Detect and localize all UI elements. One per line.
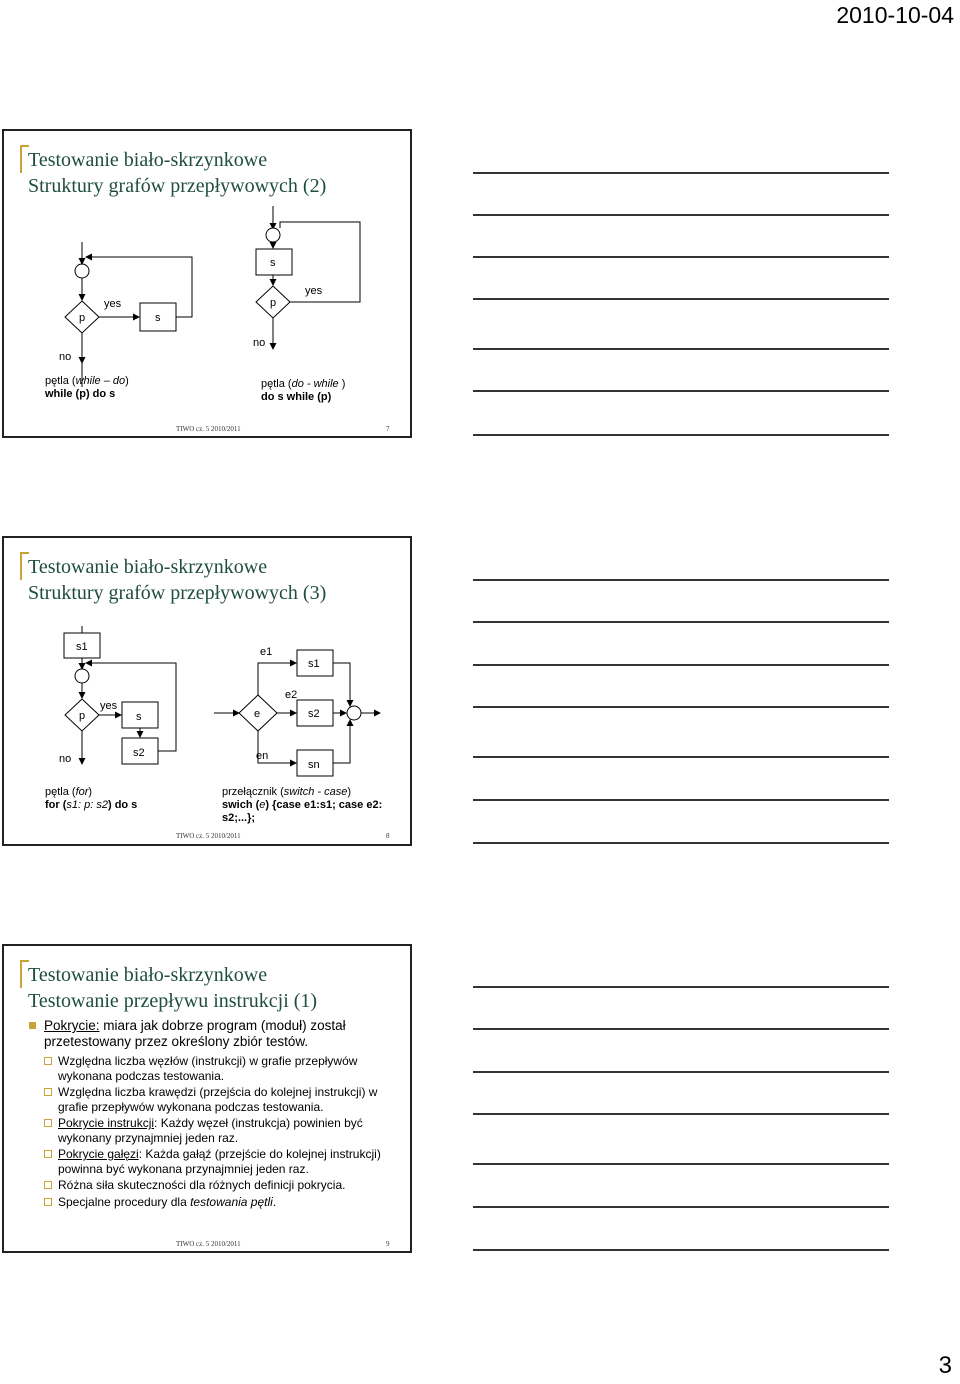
note-line bbox=[473, 1071, 889, 1073]
sub-bullet: Różna siła skuteczności dla różnych definicji pokrycia. bbox=[28, 1178, 400, 1193]
edge bbox=[333, 663, 350, 706]
note-line bbox=[473, 986, 889, 988]
footer-number: 8 bbox=[386, 832, 390, 840]
slide-content bbox=[28, 1018, 400, 1211]
sub-bullet: Względna liczba węzłów (instrukcji) w grafie przepływów wykonana podczas testowania. bbox=[28, 1054, 400, 1083]
note-line bbox=[473, 799, 889, 801]
edge bbox=[333, 720, 350, 763]
note-line bbox=[473, 434, 889, 436]
note-line bbox=[473, 214, 889, 216]
diag-label: e bbox=[254, 708, 261, 720]
graph-node bbox=[75, 264, 89, 278]
graph-node bbox=[266, 228, 280, 242]
note-line bbox=[473, 1249, 889, 1251]
diag-label: no bbox=[59, 351, 72, 363]
diag-label: no bbox=[253, 337, 266, 349]
note-line bbox=[473, 1163, 889, 1165]
note-line bbox=[473, 664, 889, 666]
sub-bullet: Pokrycie gałęzi: Każda gałąź (przejście do kolejnej instrukcji) powinna być wykonana przynajmniej jeden raz. bbox=[28, 1147, 400, 1176]
diag-label: sn bbox=[308, 759, 320, 771]
hollow-square-bullet-icon bbox=[44, 1119, 52, 1127]
footer-number: 9 bbox=[386, 1240, 390, 1248]
hollow-square-bullet-icon bbox=[44, 1150, 52, 1158]
caption-do-while: pętla (do - while ) do s while (p) bbox=[261, 378, 346, 403]
hollow-square-bullet-icon bbox=[44, 1088, 52, 1096]
footer-number: 7 bbox=[386, 425, 390, 433]
note-line bbox=[473, 842, 889, 844]
diag-label: s bbox=[155, 312, 161, 324]
caption-switch: przełącznik (switch - case) swich (e) {case e1:s1; case e2: s2;...}; bbox=[222, 786, 383, 824]
hollow-square-bullet-icon bbox=[44, 1181, 52, 1189]
title-line-1: Testowanie biało-skrzynkowe bbox=[28, 149, 268, 171]
note-line bbox=[473, 706, 889, 708]
diag-label: yes bbox=[100, 700, 118, 712]
sub-bullet: Pokrycie instrukcji: Każdy węzeł (instrukcja) powinien być wykonany przynajmniej jeden raz. bbox=[28, 1116, 400, 1145]
slide-8 bbox=[2, 536, 412, 846]
diag-label: p bbox=[79, 710, 86, 722]
diag-label: yes bbox=[104, 298, 122, 310]
diag-label: p bbox=[270, 297, 277, 309]
diag-label: no bbox=[59, 753, 72, 765]
diag-label: e1 bbox=[260, 646, 273, 658]
slide-7 bbox=[2, 129, 412, 438]
slide-title bbox=[28, 962, 317, 1014]
note-line bbox=[473, 298, 889, 300]
diag-label: p bbox=[79, 312, 86, 324]
diag-label: en bbox=[256, 750, 269, 762]
note-line bbox=[473, 1028, 889, 1030]
footer-text: TIWO cz. 5 2010/2011 bbox=[176, 425, 241, 433]
footer-text: TIWO cz. 5 2010/2011 bbox=[176, 1240, 241, 1248]
note-line bbox=[473, 1113, 889, 1115]
hollow-square-bullet-icon bbox=[44, 1057, 52, 1065]
diag-label: s1 bbox=[76, 641, 88, 653]
diag-label: s1 bbox=[308, 658, 320, 670]
title-line-2: Testowanie przepływu instrukcji (1) bbox=[28, 990, 318, 1012]
graph-node bbox=[75, 669, 89, 683]
note-line bbox=[473, 1206, 889, 1208]
caption-while: pętla (while – do) while (p) do s bbox=[45, 375, 129, 400]
title-line-1: Testowanie biało-skrzynkowe bbox=[28, 556, 268, 578]
diag-label: yes bbox=[305, 285, 323, 297]
caption-for: pętla (for) for (s1: p: s2) do s bbox=[45, 786, 138, 811]
note-line bbox=[473, 621, 889, 623]
note-line bbox=[473, 579, 889, 581]
note-line bbox=[473, 390, 889, 392]
sub-bullet: Specjalne procedury dla testowania pętli. bbox=[28, 1195, 400, 1210]
slide-9 bbox=[2, 944, 412, 1253]
title-line-2: Struktury grafów przepływowych (3) bbox=[28, 582, 327, 604]
sub-bullet: Względna liczba krawędzi (przejścia do kolejnej instrukcji) w grafie przepływów wykonana podczas testowania. bbox=[28, 1085, 400, 1114]
title-line-2: Struktury grafów przepływowych (2) bbox=[28, 175, 327, 197]
diag-label: s2 bbox=[308, 708, 320, 720]
note-line bbox=[473, 256, 889, 258]
main-bullet: Pokrycie: miara jak dobrze program (moduł) został przetestowany przez określony zbiór testów. bbox=[28, 1018, 400, 1050]
hollow-square-bullet-icon bbox=[44, 1198, 52, 1206]
graph-node bbox=[347, 706, 361, 720]
page-number: 3 bbox=[938, 1352, 952, 1379]
diag-label: e2 bbox=[285, 689, 298, 701]
note-line bbox=[473, 756, 889, 758]
diag-label: s2 bbox=[133, 747, 145, 759]
page-date: 2010-10-04 bbox=[836, 2, 954, 28]
title-line-1: Testowanie biało-skrzynkowe bbox=[28, 964, 268, 986]
note-line bbox=[473, 348, 889, 350]
diag-label: s bbox=[270, 257, 276, 269]
diag-label: s bbox=[136, 711, 142, 723]
footer-text: TIWO cz. 5 2010/2011 bbox=[176, 832, 241, 840]
note-line bbox=[473, 172, 889, 174]
square-bullet-icon bbox=[29, 1022, 36, 1029]
